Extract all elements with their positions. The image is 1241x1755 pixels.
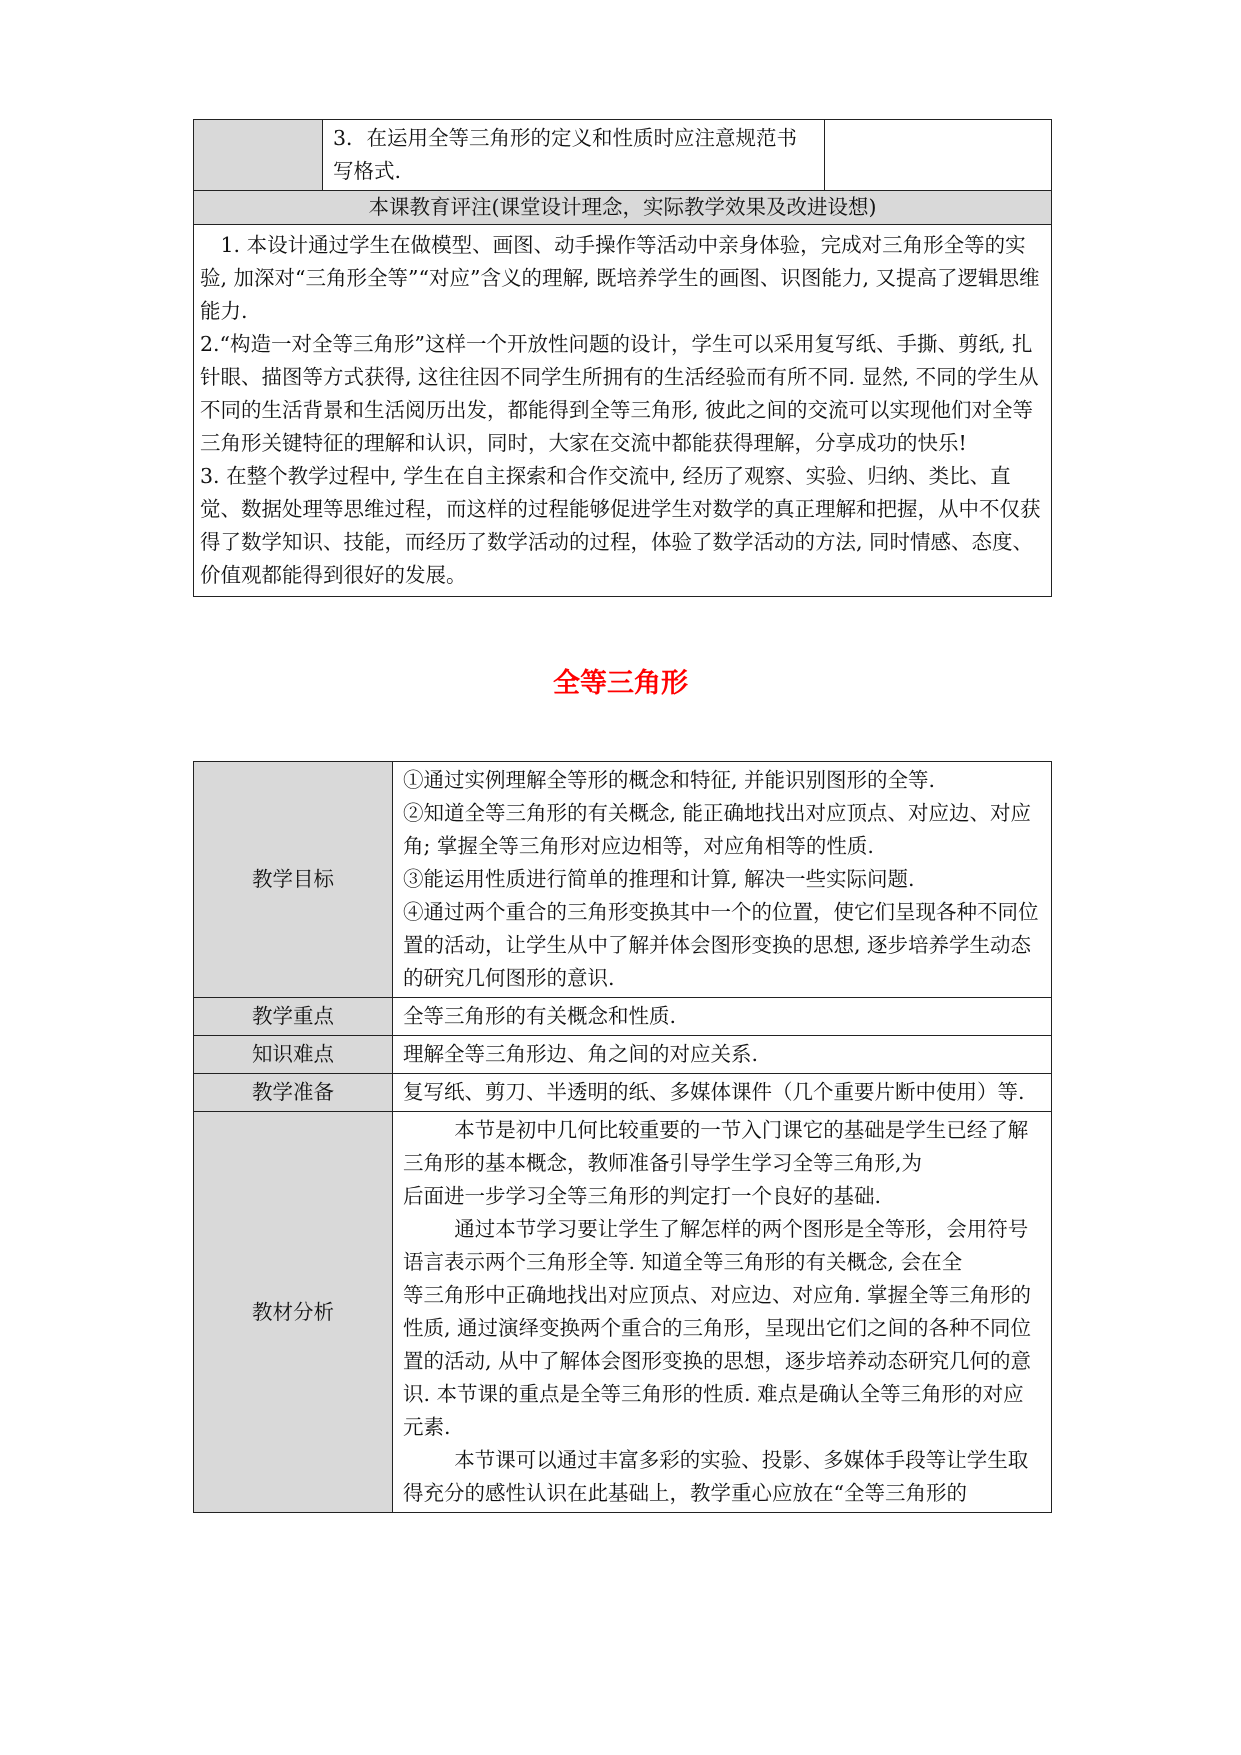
- goal-item: ④通过两个重合的三角形变换其中一个的位置，使它们呈现各种不同位置的活动，让学生从中了解并体会图形变换的思想, 逐步培养学生动态的研究几何图形的意识.: [403, 900, 1039, 990]
- objective-note-cell: [323, 120, 825, 191]
- teaching-goals-content: [393, 762, 1052, 998]
- commentary-body: [194, 225, 1052, 597]
- analysis-line: 通过本节学习要让学生了解怎样的两个图形是全等形，会用符号语言表示两个三角形全等. 知道全等三角形的有关概念, 会在全: [403, 1217, 1029, 1274]
- empty-cell: [825, 120, 1052, 191]
- analysis-line: 后面进一步学习全等三角形的判定打一个良好的基础.: [403, 1184, 882, 1208]
- goal-item: ②知道全等三角形的有关概念, 能正确地找出对应顶点、对应边、对应角; 掌握全等三角形对应边相等，对应角相等的性质.: [403, 801, 1032, 858]
- goal-item: ③能运用性质进行简单的推理和计算, 解决一些实际问题.: [403, 867, 915, 891]
- commentary-table: [193, 119, 1052, 597]
- lesson-title: 全等三角形: [553, 668, 688, 699]
- preparation-content: 复写纸、剪刀、半透明的纸、多媒体课件（几个重要片断中使用）等.: [393, 1074, 1052, 1112]
- commentary-header: 本课教育评注(课堂设计理念，实际教学效果及改进设想): [194, 191, 1052, 225]
- goal-item: ①通过实例理解全等形的概念和特征, 并能识别图形的全等.: [403, 768, 936, 792]
- analysis-line: 等三角形中正确地找出对应顶点、对应边、对应角. 掌握全等三角形的性质, 通过演绎变换两个重合的三角形，呈现出它们之间的各种不同位置的活动, 从中了解体会图形变换的思想，逐步培养动态研究几何的意识. 本节课的重点是全等三角形的性质. 难点是确认全等三角形的对应元素.: [403, 1283, 1032, 1439]
- lesson-plan-table: [193, 761, 1052, 1513]
- material-analysis-content: [393, 1112, 1052, 1513]
- difficulties-content: 理解全等三角形边、角之间的对应关系.: [393, 1036, 1052, 1074]
- label-material-analysis: 教材分析: [194, 1112, 393, 1513]
- label-preparation: 教学准备: [194, 1074, 393, 1112]
- analysis-line: 本节是初中几何比较重要的一节入门课它的基础是学生已经了解三角形的基本概念，教师准备引导学生学习全等三角形,为: [403, 1118, 1029, 1175]
- label-difficulties: 知识难点: [194, 1036, 393, 1074]
- objective-note-text: 3．在运用全等三角形的定义和性质时应注意规范书写格式.: [333, 126, 798, 183]
- analysis-line: 本节课可以通过丰富多彩的实验、投影、多媒体手段等让学生取得充分的感性认识在此基础上，教学重心应放在“全等三角形的: [403, 1448, 1029, 1505]
- commentary-paragraph-2: 2.“构造一对全等三角形”这样一个开放性问题的设计，学生可以采用复写纸、手撕、剪纸, 扎针眼、描图等方式获得, 这往往因不同学生所拥有的生活经验而有所不同. 显然, 不同的学生从不同的生活背景和生活阅历出发，都能得到全等三角形, 彼此之间的交流可以实现他们对全等三角形关键特征的理解和认识，同时，大家在交流中都能获得理解，分享成功的快乐!: [200, 332, 1039, 455]
- shaded-label-cell: [194, 120, 323, 191]
- commentary-paragraph-1: 1. 本设计通过学生在做模型、画图、动手操作等活动中亲身体验，完成对三角形全等的实验, 加深对“三角形全等”“对应”含义的理解, 既培养学生的画图、识图能力, 又提高了逻辑思维能力.: [200, 233, 1040, 323]
- label-teaching-goals: 教学目标: [194, 762, 393, 998]
- label-key-points: 教学重点: [194, 998, 393, 1036]
- key-points-content: 全等三角形的有关概念和性质.: [393, 998, 1052, 1036]
- commentary-paragraph-3: 3. 在整个教学过程中, 学生在自主探索和合作交流中, 经历了观察、实验、归纳、类比、直觉、数据处理等思维过程，而这样的过程能够促进学生对数学的真正理解和把握，从中不仅获得了数学知识、技能，而经历了数学活动的过程，体验了数学活动的方法, 同时情感、态度、价值观都能得到很好的发展。: [200, 464, 1041, 587]
